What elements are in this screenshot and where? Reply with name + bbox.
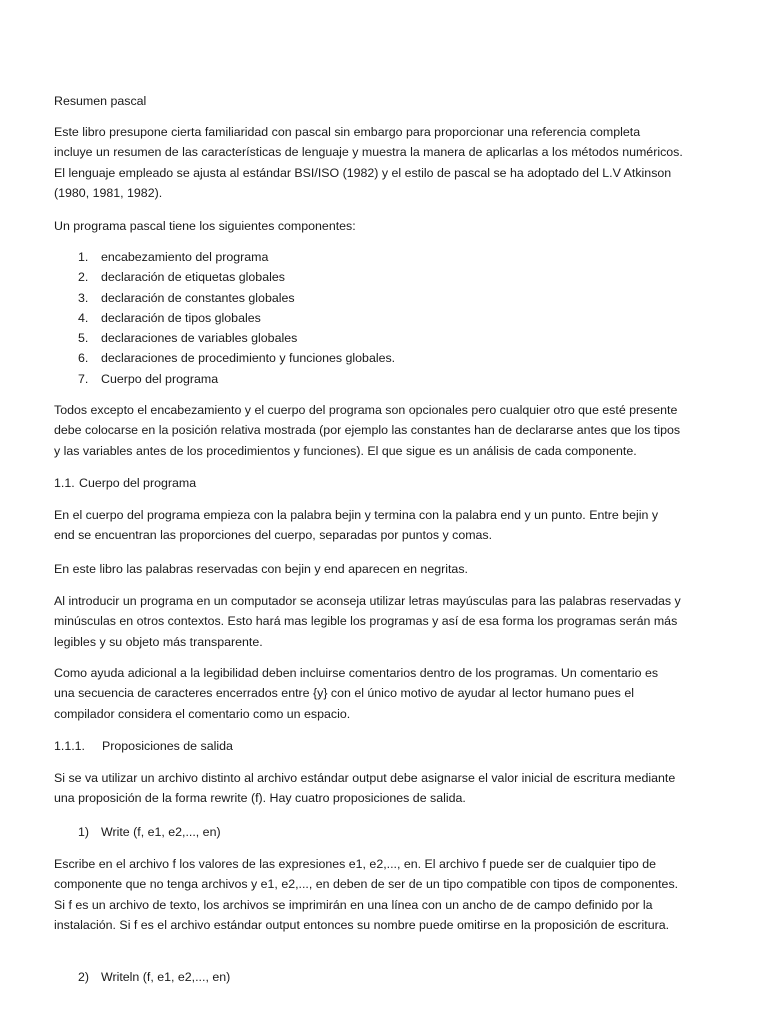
body-paragraph: En el cuerpo del programa empieza con la palabra bejin y termina con la palabra end y un punto. Entre bejin y end se encuentran las proporciones del cuerpo, separadas por puntos y comas. — [54, 508, 659, 543]
list-number: 6. — [78, 351, 89, 366]
item-text: Writeln (f, e1, e2,..., en) — [101, 970, 231, 985]
list-number: 3. — [78, 290, 89, 305]
list-text: declaraciones de variables globales — [101, 331, 298, 346]
write-item — [54, 822, 719, 842]
components-list — [54, 247, 719, 389]
list-text: declaración de constantes globales — [101, 290, 295, 305]
list-text: declaraciones de procedimiento y funciones globales. — [101, 351, 396, 366]
section-heading-1-1-1 — [54, 736, 719, 756]
item-text: Write (f, e1, e2,..., en) — [101, 825, 221, 839]
list-item — [54, 369, 719, 389]
heading-text: Cuerpo del programa — [79, 476, 197, 490]
section-heading-1-1 — [54, 473, 719, 493]
list-item — [54, 348, 719, 368]
list-text: Cuerpo del programa — [101, 371, 219, 386]
list-item — [54, 288, 719, 308]
list-item — [54, 247, 719, 267]
list-text: encabezamiento del programa — [101, 250, 269, 264]
item-number: 1) — [78, 825, 90, 839]
list-number: 7. — [78, 371, 89, 386]
item-number: 2) — [78, 970, 90, 985]
list-number: 2. — [78, 270, 89, 285]
components-intro: Un programa pascal tiene los siguientes componentes: — [54, 219, 356, 233]
list-text: declaración de etiquetas globales — [101, 270, 285, 285]
list-item — [54, 328, 719, 348]
document-title: Resumen pascal — [54, 94, 147, 108]
uppercase-advice-paragraph: Al introducir un programa en un computador se aconseja utilizar letras mayúsculas para las palabras reservadas y minúsculas en otros contextos. Esto hará mas legible los programas y así de esa forma los programas serán más legibles y su objeto más transparente. — [54, 594, 681, 649]
heading-number: 1.1.1. — [54, 739, 86, 753]
heading-text: Proposiciones de salida — [102, 739, 233, 753]
heading-number: 1.1. — [54, 476, 75, 490]
intro-paragraph: Este libro presupone cierta familiaridad con pascal sin embargo para proporcionar una referencia completa incluye un resumen de las características de lenguaje y muestra la manera de aplicarlas a los métodos numéricos. El lenguaje empleado se ajusta al estándar BSI/ISO (1982) y el estilo de pascal se ha adoptado del L.V Atkinson (1980, 1981, 1982). — [54, 125, 683, 200]
list-text: declaración de tipos globales — [101, 310, 261, 325]
list-item — [54, 267, 719, 287]
reserved-words-paragraph: En este libro las palabras reservadas con bejin y end aparecen en negritas. — [54, 562, 468, 576]
list-number: 4. — [78, 310, 89, 325]
list-item — [54, 308, 719, 328]
writeln-item — [54, 967, 719, 987]
output-file-paragraph: Si se va utilizar un archivo distinto al archivo estándar output debe asignarse el valor inicial de escritura mediante una proposición de la forma rewrite (f). Hay cuatro proposiciones de salida. — [54, 771, 676, 806]
comments-paragraph: Como ayuda adicional a la legibilidad deben incluirse comentarios dentro de los programas. Un comentario es una secuencia de caracteres encerrados entre {y} con el único motivo de ayudar al lector humano pues el compilador considera el comentario como un espacio. — [54, 666, 659, 721]
optional-components-paragraph: Todos excepto el encabezamiento y el cuerpo del programa son opcionales pero cualquier otro que esté presente debe colocarse en la posición relativa mostrada (por ejemplo las constantes han de declararse antes que los tipos y las variables antes de los procedimientos y funciones). El que sigue es un análisis de cada componente. — [54, 403, 681, 458]
list-number: 1. — [78, 250, 89, 264]
list-number: 5. — [78, 331, 89, 346]
write-description-paragraph: Escribe en el archivo f los valores de las expresiones e1, e2,..., en. El archivo f puede ser de cualquier tipo de componente que no tenga archivos y e1, e2,..., en deben de ser de un tipo compatible con tipos de componentes. Si f es un archivo de texto, los archivos se imprimirán en una línea con un ancho de de campo definido por la instalación. Si f es el archivo estándar output entonces su nombre puede omitirse en la proposición de escritura. — [54, 857, 679, 932]
